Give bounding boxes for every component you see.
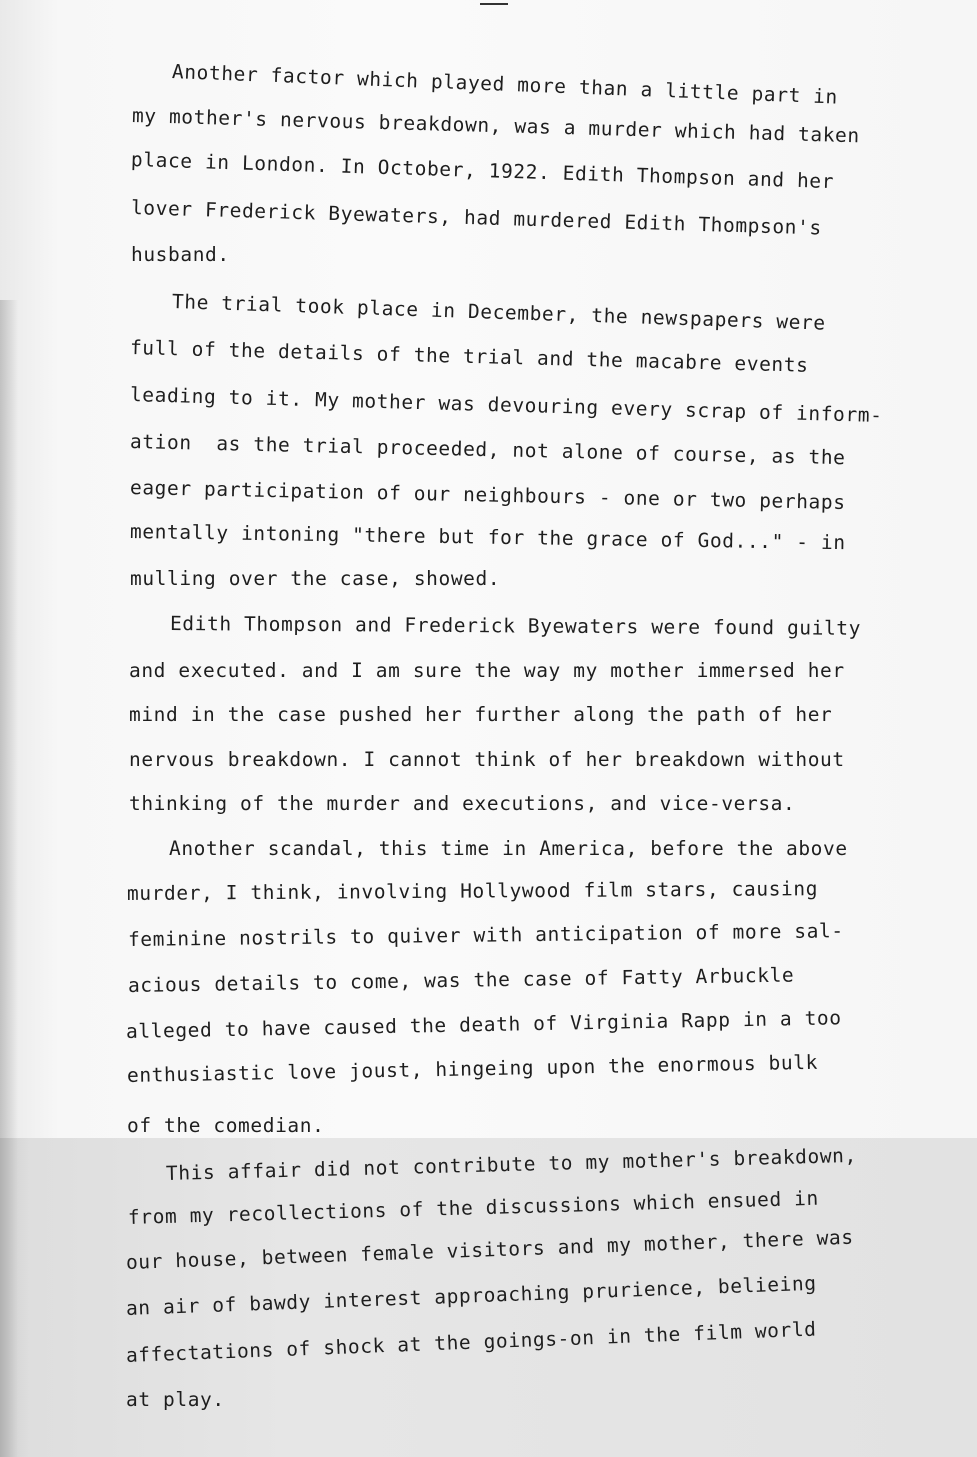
text-line: thinking of the murder and executions, and vice-versa. bbox=[129, 792, 796, 815]
text-line: Another scandal, this time in America, before the above bbox=[169, 837, 848, 860]
text-line: ation as the trial proceeded, not alone of course, as the bbox=[129, 430, 846, 470]
text-line: acious details to come, was the case of Fatty Arbuckle bbox=[127, 963, 795, 997]
text-line: mentally intoning "there but for the grace of God..." - in bbox=[129, 520, 846, 555]
text-line: Another factor which played more than a little part in bbox=[171, 60, 839, 109]
text-line: an air of bawdy interest approaching prurience, belieing bbox=[125, 1271, 817, 1320]
text-line: of the comedian. bbox=[127, 1114, 325, 1137]
text-line: husband. bbox=[131, 243, 230, 266]
text-line: full of the details of the trial and the macabre events bbox=[129, 336, 809, 377]
text-line: my mother's nervous breakdown, was a murder which had taken bbox=[131, 104, 861, 148]
text-line: feminine nostrils to quiver with anticipation of more sal- bbox=[127, 919, 844, 951]
text-line: leading to it. My mother was devouring every scrap of inform- bbox=[129, 383, 883, 428]
text-line: mulling over the case, showed. bbox=[130, 567, 501, 590]
text-line: The trial took place in December, the newspapers were bbox=[171, 290, 827, 335]
text-line: This affair did not contribute to my mother's breakdown, bbox=[165, 1143, 858, 1185]
text-line: from my recollections of the discussions which ensued in bbox=[127, 1186, 820, 1229]
page-top-mark bbox=[480, 3, 508, 5]
text-line: murder, I think, involving Hollywood film stars, causing bbox=[126, 877, 819, 905]
text-line: enthusiastic love joust, hingeing upon the enormous bulk bbox=[126, 1050, 819, 1087]
text-line: our house, between female visitors and my mother, there was bbox=[125, 1225, 855, 1274]
text-line: Edith Thompson and Frederick Byewaters were found guilty bbox=[169, 612, 862, 640]
page-edge-shadow bbox=[0, 300, 18, 1457]
text-line: and executed. and I am sure the way my mother immersed her bbox=[129, 659, 845, 682]
text-line: nervous breakdown. I cannot think of her breakdown without bbox=[129, 748, 845, 771]
text-line: at play. bbox=[126, 1388, 225, 1411]
text-line: alleged to have caused the death of Virginia Rapp in a too bbox=[125, 1006, 842, 1043]
text-line: lover Frederick Byewaters, had murdered Edith Thompson's bbox=[130, 196, 823, 240]
text-line: eager participation of our neighbours - one or two perhaps bbox=[129, 476, 846, 514]
text-line: affectations of shock at the goings-on in the film world bbox=[125, 1317, 817, 1367]
text-line: mind in the case pushed her further along the path of her bbox=[129, 703, 833, 726]
text-line: place in London. In October, 1922. Edith Thompson and her bbox=[130, 148, 835, 194]
